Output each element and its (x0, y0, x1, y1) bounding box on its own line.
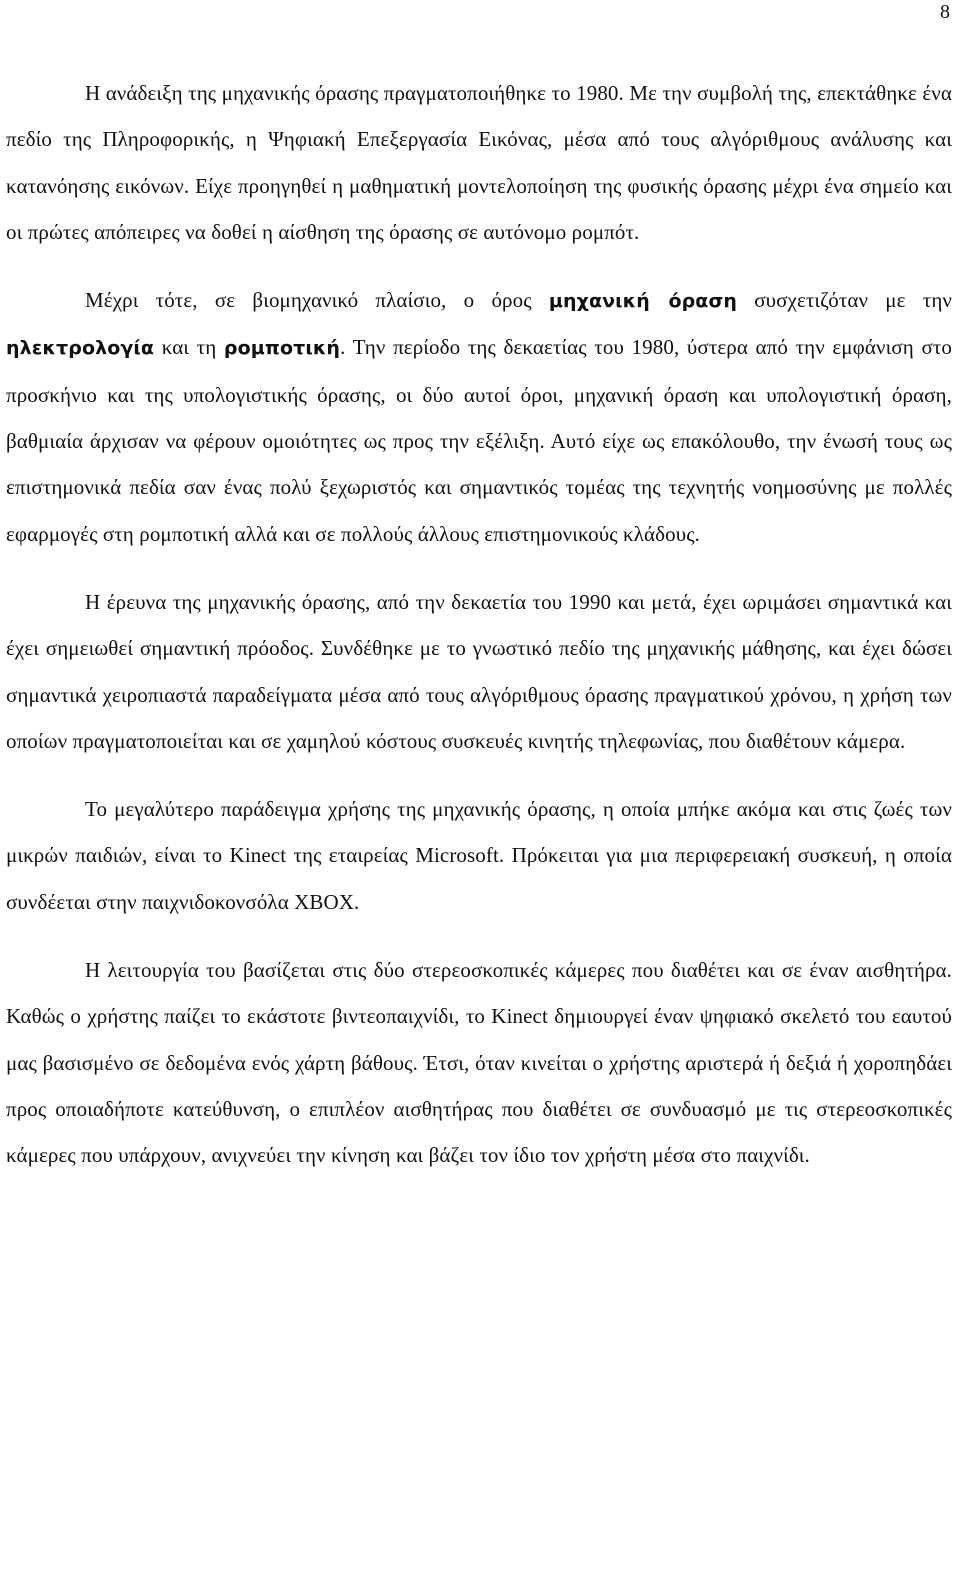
bold-term: ηλεκτρολογία (6, 337, 155, 360)
paragraph (6, 579, 952, 764)
paragraph-text: Η ανάδειξη της μηχανικής όρασης πραγματοποιήθηκε το 1980. Με την συμβολή της, επεκτάθηκε ένα πεδίο της Πληροφορικής, η Ψηφιακή Επεξεργασία Εικόνας, μέσα από τους αλγόριθμους ανάλυσης και κατανόησης εικόνων. Είχε προηγηθεί η μαθηματική μοντελοποίηση της φυσικής όρασης μέχρι ένα σημείο και οι πρώτες απόπειρες να δοθεί η αίσθηση της όρασης σε αυτόνομο ρομπότ. (6, 81, 952, 244)
paragraph-text: Η λειτουργία του βασίζεται στις δύο στερεοσκοπικές κάμερες που διαθέτει και σε έναν αισθητήρα. Καθώς ο χρήστης παίζει το εκάστοτε βιντεοπαιχνίδι, το Kinect δημιουργεί έναν ψηφιακό σκελετό του εαυτού μας βασισμένο σε δεδομένα ενός χάρτη βάθους. Έτσι, όταν κινείται ο χρήστης αριστερά ή δεξιά ή χοροπηδάει προς οποιαδήποτε κατεύθυνση, ο επιπλέον αισθητήρας που διαθέτει σε συνδυασμό με τις στερεοσκοπικές κάμερες που υπάρχουν, ανιχνεύει την κίνηση και βάζει τον ίδιο τον χρήστη μέσα στο παιχνίδι. (6, 958, 952, 1168)
bold-term: μηχανική όραση (548, 290, 737, 313)
paragraph-text: Το μεγαλύτερο παράδειγμα χρήσης της μηχανικής όρασης, η οποία μπήκε ακόμα και στις ζωές των μικρών παιδιών, είναι το Kinect της εταιρείας Microsoft. Πρόκειται για μια περιφερειακή συσκευή, η οποία συνδέεται στην παιχνιδοκονσόλα XBOX. (6, 797, 952, 914)
document-body (6, 70, 952, 1201)
page-number: 8 (940, 1, 950, 23)
paragraph-text: . Την περίοδο της δεκαετίας του 1980, ύστερα από την εμφάνιση στο προσκήνιο και της υπολογιστικής όρασης, οι δύο αυτοί όροι, μηχανική όραση και υπολογιστική όραση, βαθμιαία άρχισαν να φέρουν ομοιότητες ως προς την εξέλιξη. Αυτό είχε ως επακόλουθο, την ένωσή τους ως επιστημονικά πεδία σαν ένας πολύ ξεχωριστός και σημαντικός τομέας της τεχνητής νοημοσύνης με πολλές εφαρμογές στη ρομποτική αλλά και σε πολλούς άλλους επιστημονικούς κλάδους. (6, 335, 952, 546)
paragraph-text: και τη (154, 335, 224, 360)
paragraph (6, 786, 952, 925)
paragraph-text: Η έρευνα της μηχανικής όρασης, από την δεκαετία του 1990 και μετά, έχει ωριμάσει σημαντικά και έχει σημειωθεί σημαντική πρόοδος. Συνδέθηκε με το γνωστικό πεδίο της μηχανικής μάθησης, και έχει δώσει σημαντικά χειροπιαστά παραδείγματα μέσα από τους αλγόριθμους όρασης πραγματικού χρόνου, η χρήση των οποίων πραγματοποιείται και σε χαμηλού κόστους συσκευές κινητής τηλεφωνίας, που διαθέτουν κάμερα. (6, 589, 952, 753)
paragraph (6, 947, 952, 1178)
paragraph-text: συσχετιζόταν με την (736, 288, 952, 313)
paragraph-text: Μέχρι τότε, σε βιομηχανικό πλαίσιο, ο όρος (85, 288, 549, 313)
paragraph (6, 277, 952, 557)
paragraph (6, 70, 952, 255)
bold-term: ρομποτική (223, 337, 341, 360)
